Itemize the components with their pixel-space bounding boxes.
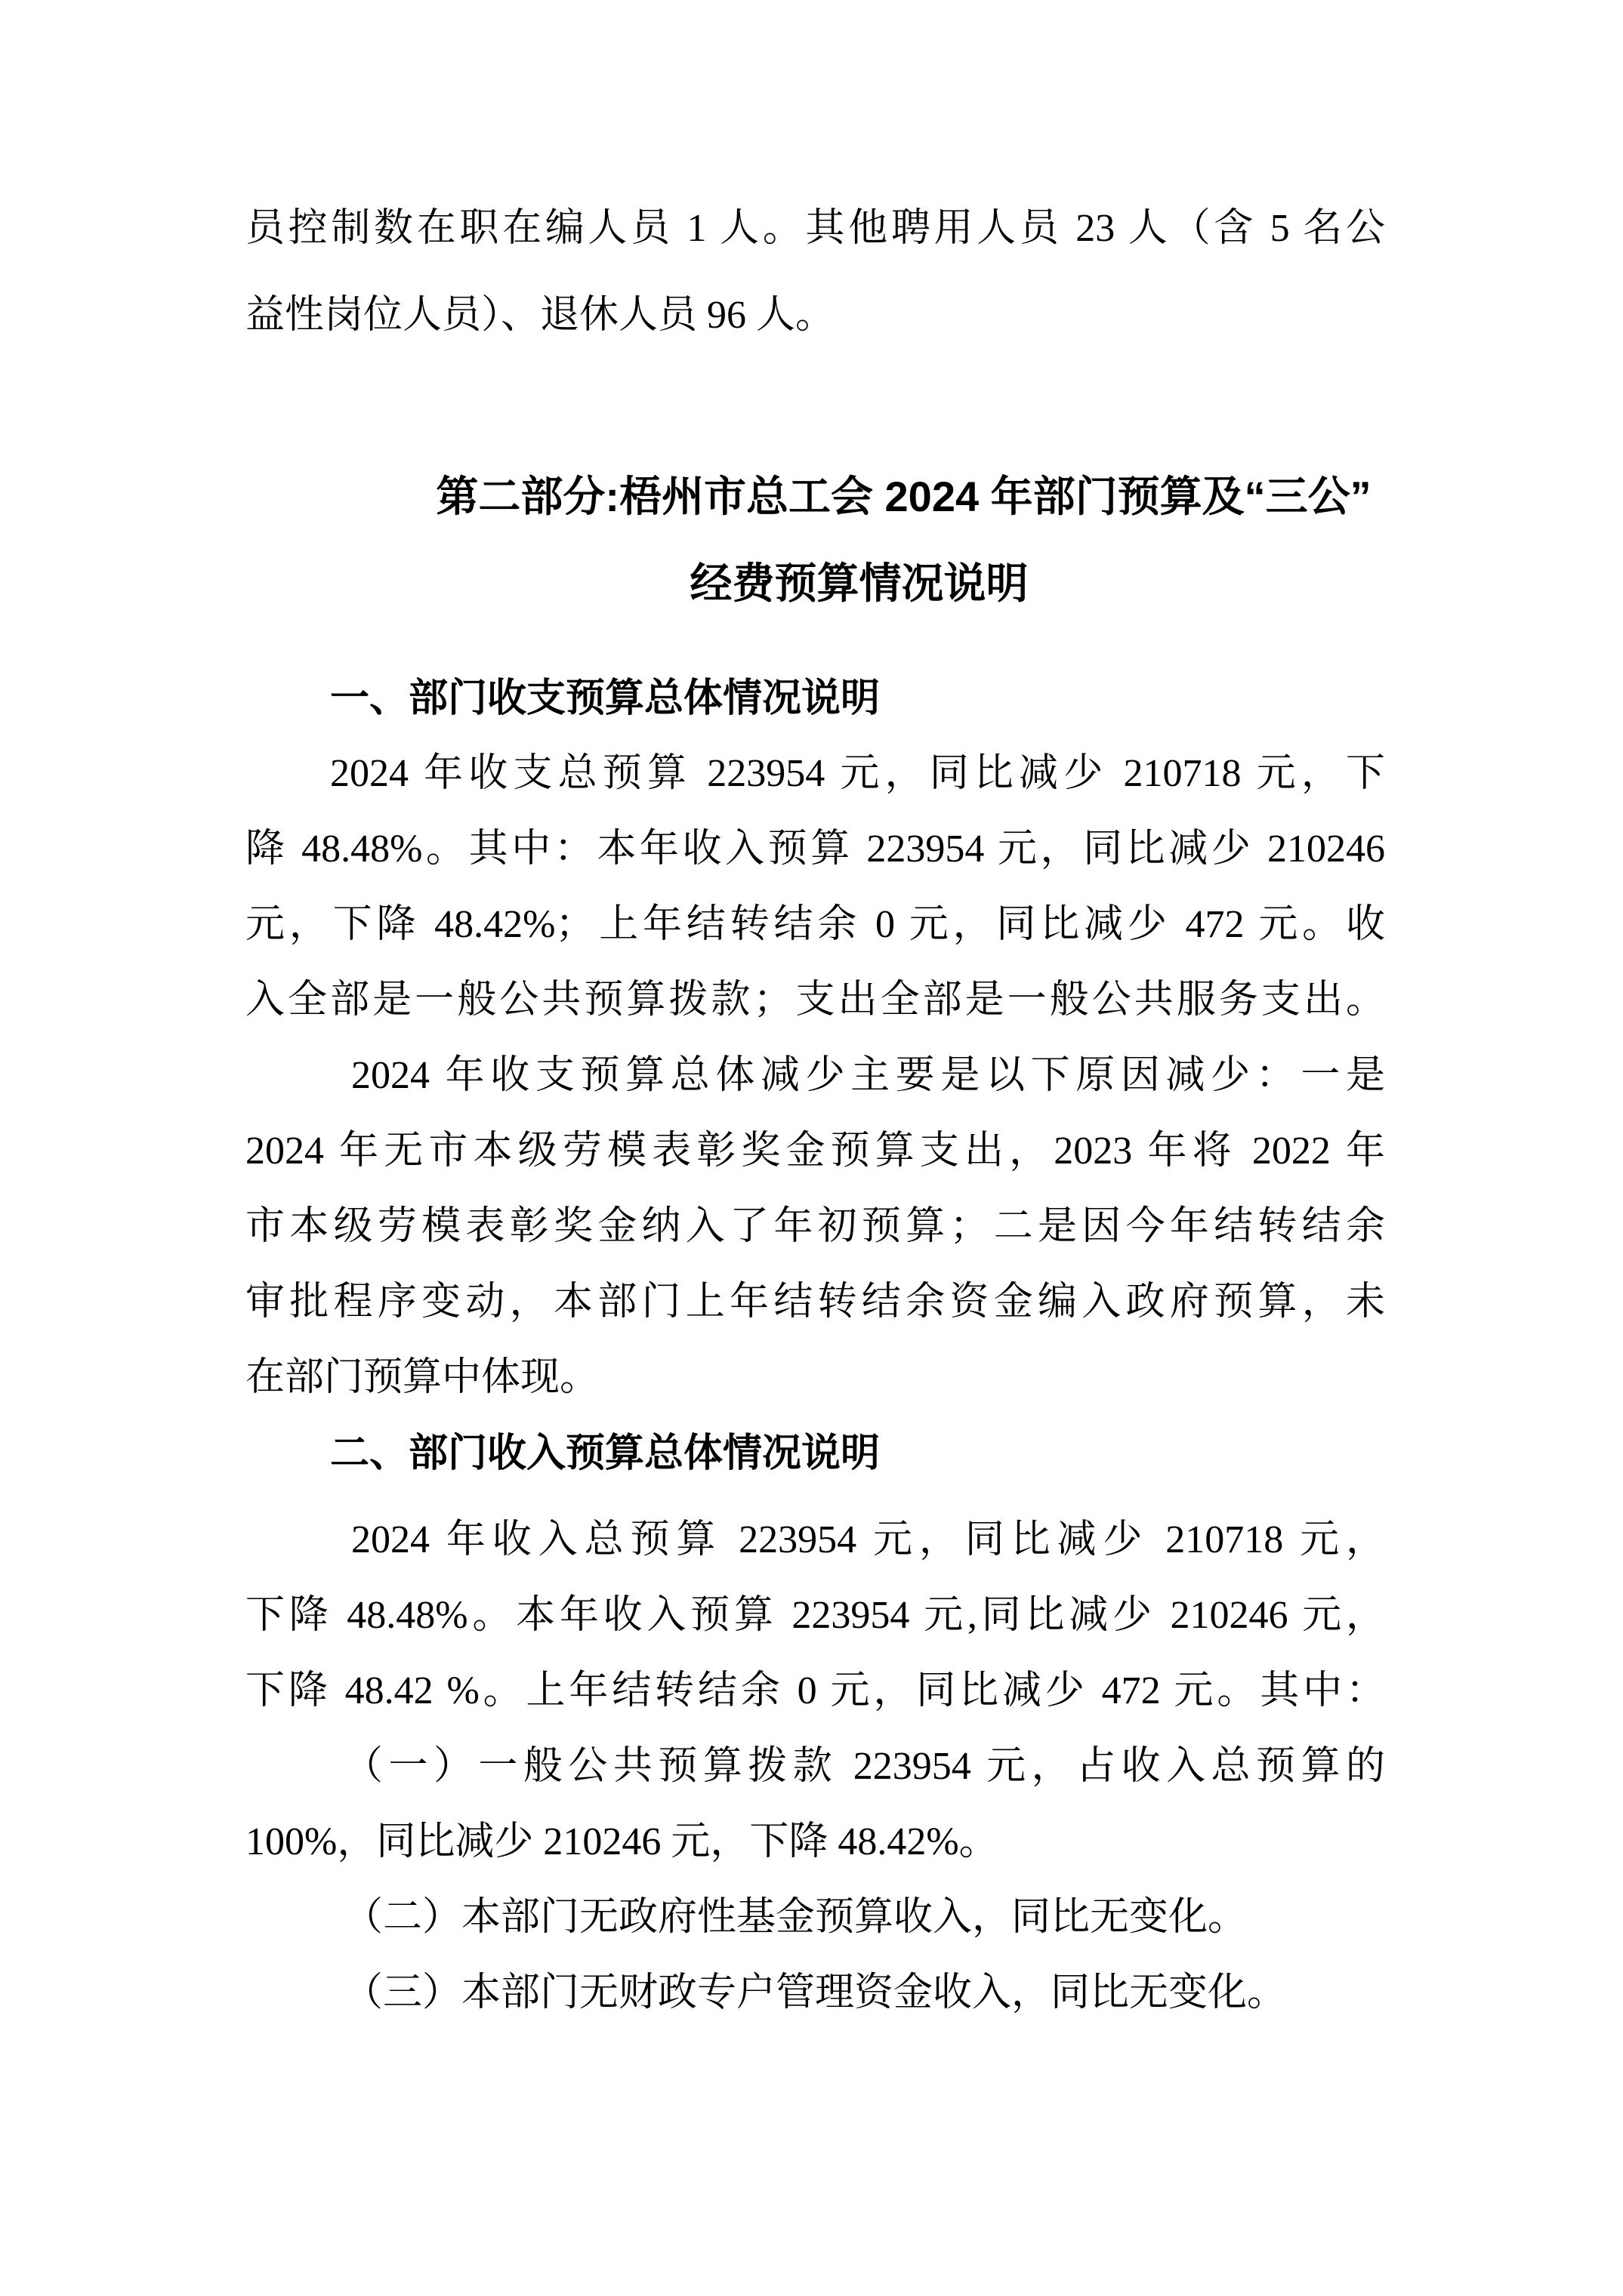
section-1-para-1-line-4: 入全部是一般公共预算拨款；支出全部是一般公共服务支出。 — [245, 978, 1385, 1022]
section-1-para-1-line-2: 降 48.48%。其中：本年收入预算 223954 元，同比减少 210246 — [245, 827, 1385, 871]
section-1-para-2-line-3: 市本级劳模表彰奖金纳入了年初预算；二是因今年结转结余 — [245, 1205, 1385, 1248]
section-2-item-2: （二）本部门无政府性基金预算收入，同比无变化。 — [344, 1896, 1248, 1939]
section-2-title: 二、部门收入预算总体情况说明 — [330, 1432, 881, 1475]
section-1-para-2-line-1: 2024 年收支预算总体减少主要是以下原因减少：一是 — [351, 1054, 1385, 1097]
intro-line-2: 益性岗位人员）、退休人员 96 人。 — [245, 294, 835, 337]
spacer — [245, 359, 1385, 453]
section-1-para-2-line-4: 审批程序变动，本部门上年结转结余资金编入政府预算，未 — [245, 1281, 1385, 1324]
section-1-para-1-line-3: 元，下降 48.42%；上年结转结余 0 元，同比减少 472 元。收 — [245, 903, 1385, 946]
section-2-para-1-line-2: 下降 48.48%。本年收入预算 223954 元,同比减少 210246 元， — [245, 1594, 1385, 1637]
section-2-para-1-line-3: 下降 48.42 %。上年结转结余 0 元，同比减少 472 元。其中： — [245, 1669, 1385, 1712]
section-1-title: 一、部门收支预算总体情况说明 — [330, 676, 881, 720]
section-1-para-2-line-5: 在部门预算中体现。 — [245, 1356, 600, 1399]
section-1-para-2-line-2: 2024 年无市本级劳模表彰奖金预算支出，2023 年将 2022 年 — [245, 1130, 1385, 1173]
spacer — [245, 627, 1385, 661]
section-2-para-1-line-1: 2024 年收入总预算 223954 元，同比减少 210718 元， — [351, 1518, 1385, 1561]
part2-heading-line-1: 第二部分:梧州市总工会 2024 年部门预算及“三公” — [436, 473, 1372, 520]
section-1-para-1-line-1: 2024 年收支总预算 223954 元，同比减少 210718 元，下 — [330, 752, 1385, 795]
document-content — [245, 0, 1385, 2031]
part2-heading-line-2: 经费预算情况说明 — [690, 559, 1029, 607]
section-2-item-1-line-2: 100%，同比减少 210246 元，下降 48.42%。 — [245, 1820, 998, 1863]
section-2-item-1-line-1: （一）一般公共预算拨款 223954 元，占收入总预算的 — [344, 1745, 1385, 1788]
intro-line-1: 员控制数在职在编人员 1 人。其他聘用人员 23 人（含 5 名公 — [245, 207, 1385, 250]
section-2-item-3: （三）本部门无财政专户管理资金收入，同比无变化。 — [344, 1971, 1287, 2014]
